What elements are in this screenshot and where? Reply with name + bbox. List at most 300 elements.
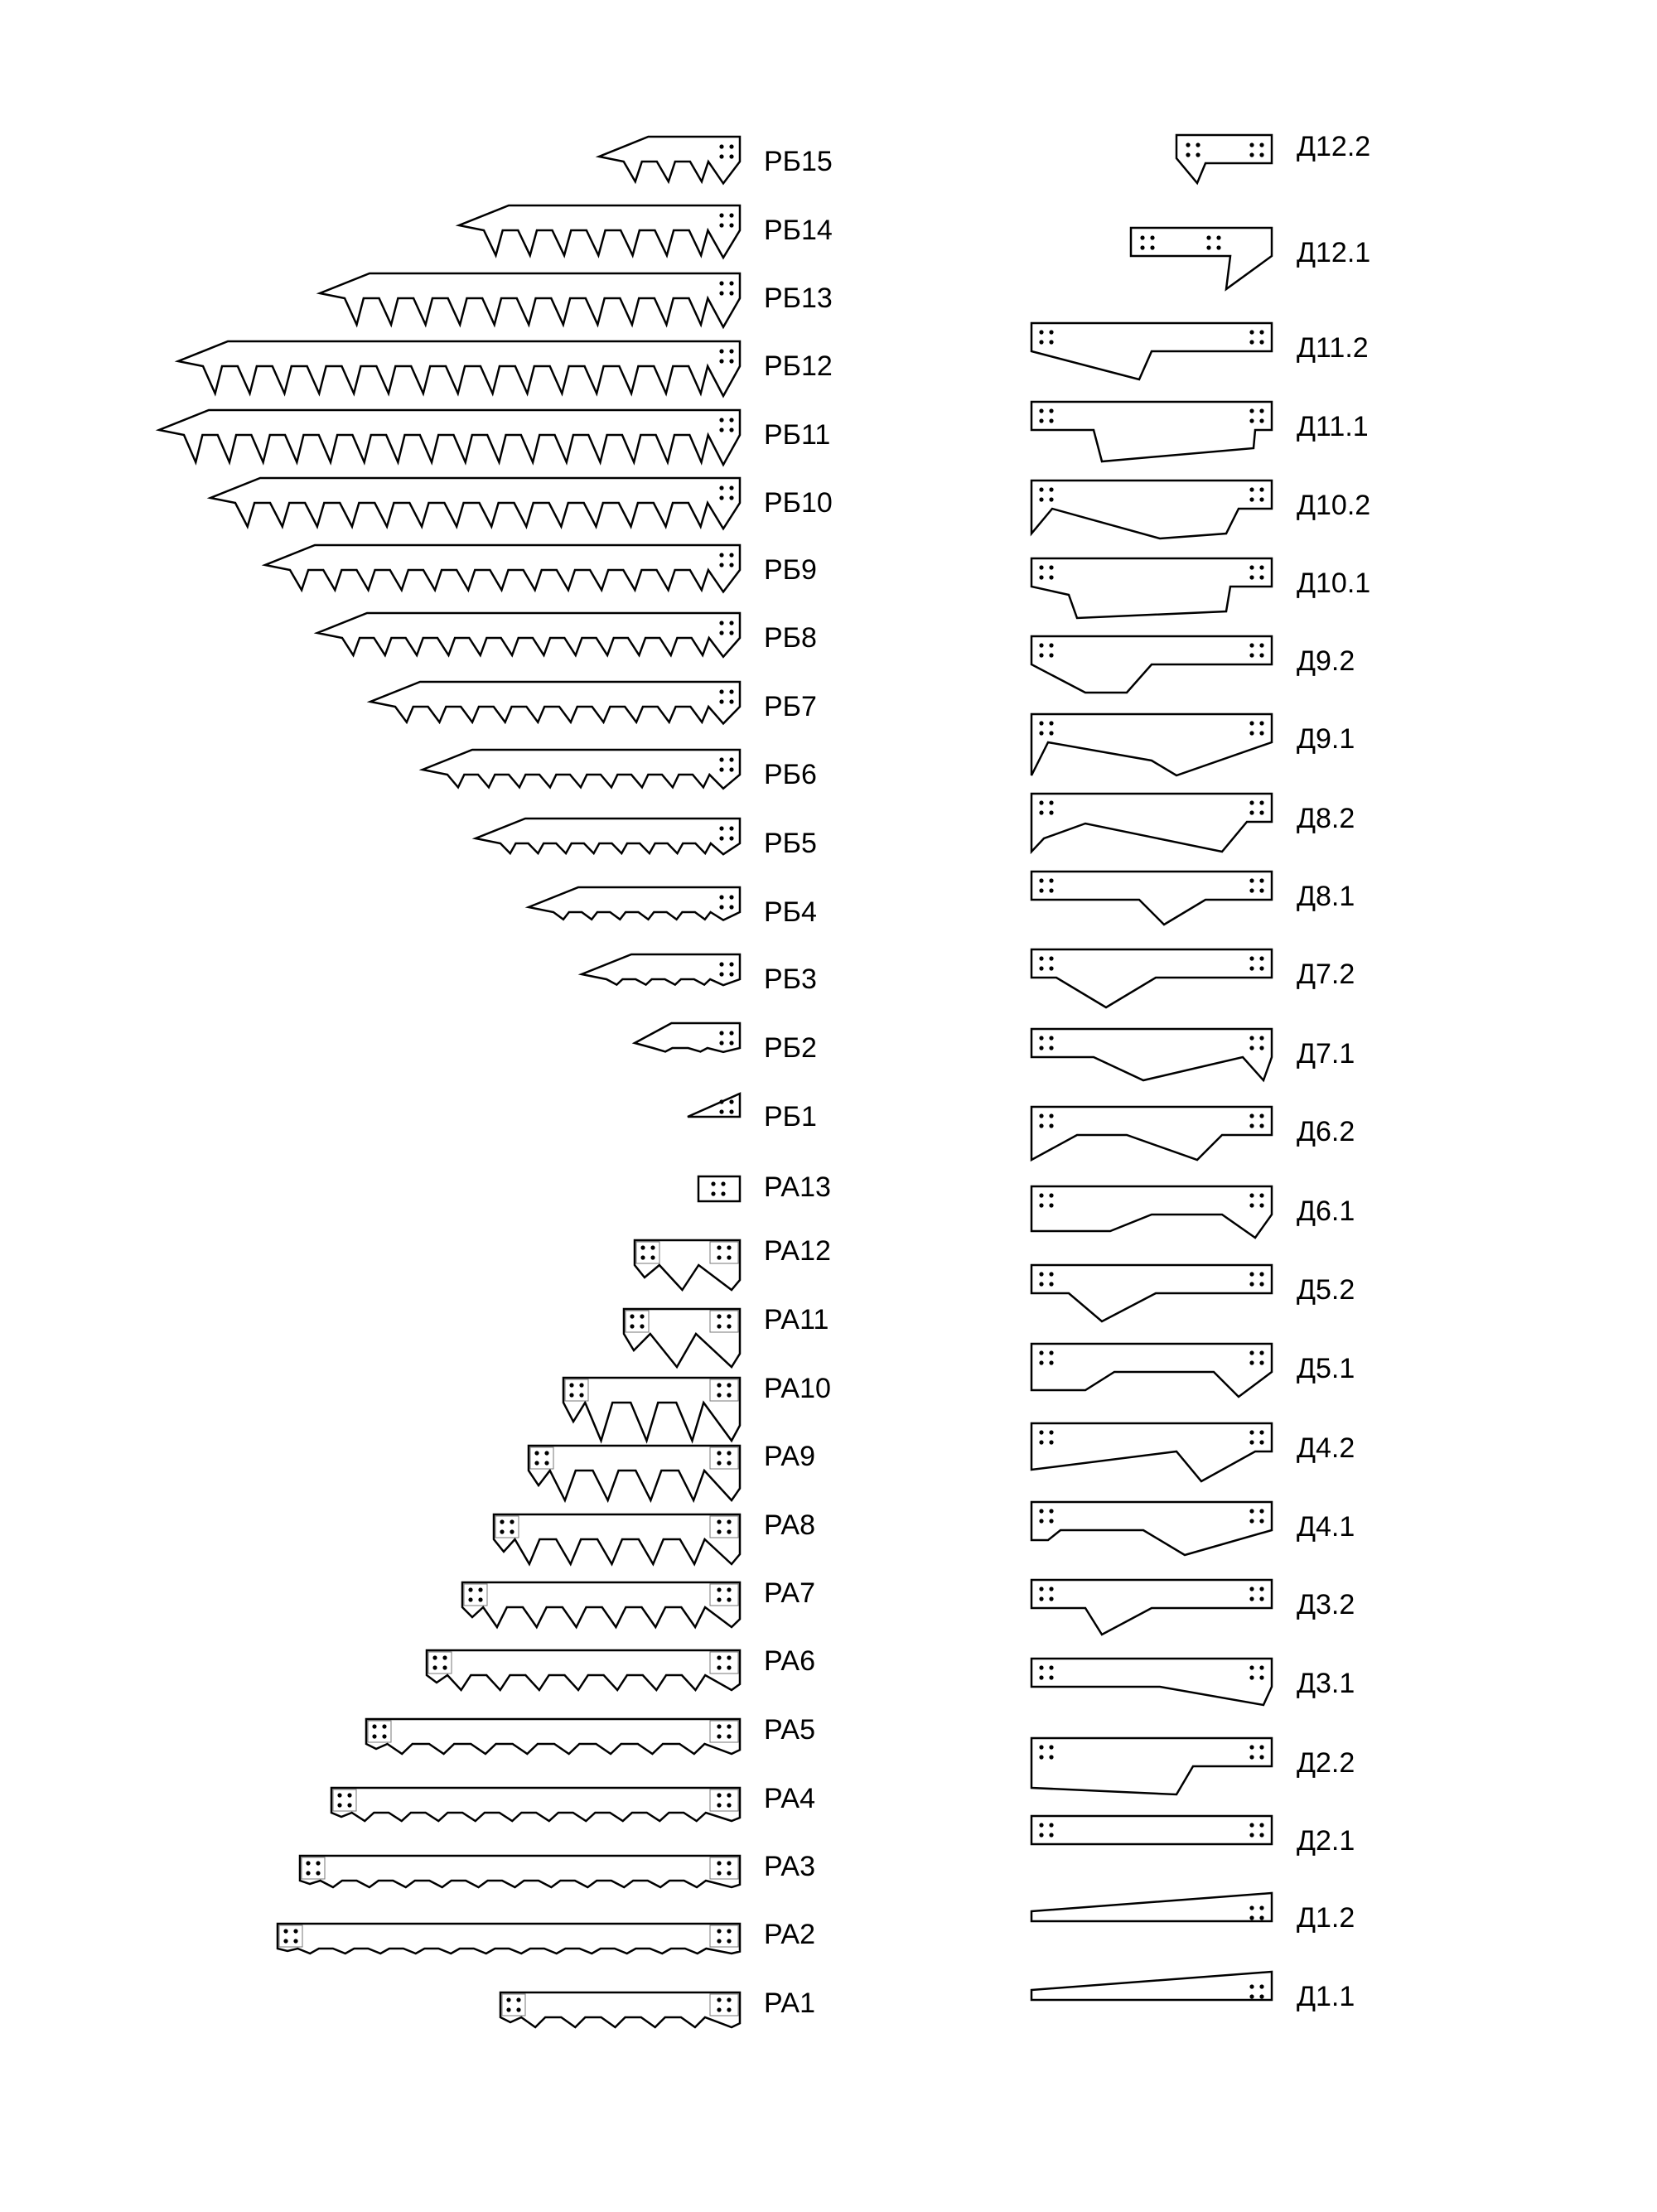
rb-label: РБ5 xyxy=(764,827,817,859)
ra-hole xyxy=(500,1519,504,1524)
d-hole xyxy=(1039,721,1043,725)
d-hole xyxy=(1049,1440,1053,1444)
d-hole xyxy=(1259,142,1263,147)
rb-hole xyxy=(729,223,733,227)
d-outline xyxy=(1031,1972,1272,2000)
rb-part xyxy=(265,545,740,592)
d-label: Д1.2 xyxy=(1297,1901,1355,1934)
d-label: Д12.1 xyxy=(1297,236,1371,268)
labels-layer xyxy=(764,131,1370,2019)
ra-hole xyxy=(640,1255,645,1259)
d-outline xyxy=(1031,1423,1272,1481)
rb-hole xyxy=(719,427,723,432)
d-hole xyxy=(1249,1282,1254,1286)
rb-hole xyxy=(719,826,723,830)
d-outline xyxy=(1031,402,1272,461)
d-hole xyxy=(1249,487,1254,491)
ra-hole xyxy=(721,1191,725,1195)
d-hole xyxy=(1049,956,1053,960)
ra-outline xyxy=(427,1650,740,1690)
rb-label: РБ6 xyxy=(764,758,817,790)
rb-outline xyxy=(423,750,740,789)
ra-end-box xyxy=(626,1311,649,1332)
ra-label: РА4 xyxy=(764,1782,815,1814)
ra-hole xyxy=(717,1597,721,1601)
d-hole xyxy=(1039,888,1043,892)
rb-hole xyxy=(719,418,723,422)
d-hole xyxy=(1259,1509,1263,1513)
d-hole xyxy=(1049,408,1053,413)
d-label: Д4.2 xyxy=(1297,1432,1355,1464)
d-outline xyxy=(1031,1893,1272,1921)
ra-hole xyxy=(516,2007,520,2012)
ra-end-box xyxy=(710,1721,738,1742)
d-hole xyxy=(1259,1665,1263,1669)
d-hole xyxy=(1249,142,1254,147)
d-hole xyxy=(1049,1823,1053,1827)
rb-hole xyxy=(729,689,733,693)
d-hole xyxy=(1259,1046,1263,1050)
d-hole xyxy=(1206,245,1210,249)
ra-outline xyxy=(300,1856,740,1887)
rb-hole xyxy=(719,630,723,635)
ra-hole xyxy=(717,1861,721,1865)
rb-hole xyxy=(719,359,723,363)
d-hole xyxy=(1039,408,1043,413)
ra-hole xyxy=(717,2007,721,2012)
ra-hole xyxy=(569,1393,573,1397)
ra-part xyxy=(500,1992,740,2027)
d-hole xyxy=(1259,1430,1263,1434)
d-label: Д6.1 xyxy=(1297,1195,1355,1227)
ra-hole xyxy=(727,1314,731,1318)
ra-hole xyxy=(337,1793,341,1797)
d-hole xyxy=(1259,1350,1263,1355)
d-hole xyxy=(1259,721,1263,725)
d-outline xyxy=(1176,135,1272,183)
ra-hole xyxy=(727,1393,731,1397)
d-hole xyxy=(1039,1440,1043,1444)
d-hole xyxy=(1259,643,1263,647)
d-hole xyxy=(1049,966,1053,970)
ra-hole xyxy=(727,1383,731,1387)
ra-hole xyxy=(727,1997,731,2002)
rb-part xyxy=(320,273,740,327)
rb-hole xyxy=(729,418,733,422)
d-hole xyxy=(1259,800,1263,804)
d-hole xyxy=(1039,1193,1043,1197)
d-label: Д8.2 xyxy=(1297,802,1355,834)
rb-hole xyxy=(719,144,723,148)
ra-end-box xyxy=(636,1242,659,1263)
d-hole xyxy=(1249,1350,1254,1355)
rb-label: РБ9 xyxy=(764,553,817,586)
ra-hole xyxy=(510,1529,514,1533)
ra-hole xyxy=(372,1724,376,1728)
ra-hole xyxy=(727,1519,731,1524)
d-hole xyxy=(1039,800,1043,804)
ra-part xyxy=(494,1514,740,1564)
ra-label: РА8 xyxy=(764,1509,815,1541)
rb-part xyxy=(178,341,740,396)
ra-label: РА12 xyxy=(764,1234,831,1267)
ra-hole xyxy=(640,1245,645,1249)
d-hole xyxy=(1249,1509,1254,1513)
d-hole xyxy=(1039,1123,1043,1128)
d-hole xyxy=(1249,721,1254,725)
d-hole xyxy=(1259,966,1263,970)
ra-hole xyxy=(468,1587,472,1591)
rb-hole xyxy=(729,213,733,217)
rb-hole xyxy=(729,895,733,899)
ra-end-box xyxy=(710,1447,738,1469)
d-hole xyxy=(1259,1123,1263,1128)
ra-hole xyxy=(711,1181,715,1186)
ra-part xyxy=(462,1582,740,1627)
d-hole xyxy=(1259,1193,1263,1197)
d-hole xyxy=(1249,810,1254,814)
ra-end-box xyxy=(279,1925,302,1947)
d-hole xyxy=(1039,1823,1043,1827)
d-hole xyxy=(1259,1036,1263,1040)
rb-outline xyxy=(459,205,740,258)
ra-hole xyxy=(717,1451,721,1455)
rb-outline xyxy=(476,819,740,854)
rb-hole xyxy=(729,281,733,285)
rb-part xyxy=(476,819,740,854)
d-hole xyxy=(1259,497,1263,501)
rb-part xyxy=(599,137,740,183)
rb-hole xyxy=(729,1041,733,1045)
d-part xyxy=(1031,1502,1272,1555)
d-part xyxy=(1176,135,1272,183)
ra-part xyxy=(300,1856,740,1887)
rb-hole xyxy=(729,767,733,771)
d-hole xyxy=(1259,1675,1263,1679)
ra-hole xyxy=(442,1665,447,1669)
ra-end-box xyxy=(530,1447,553,1469)
d-hole xyxy=(1249,1833,1254,1837)
rb-label: РБ4 xyxy=(764,896,817,928)
d-hole xyxy=(1039,1272,1043,1276)
ra-hole xyxy=(306,1871,310,1875)
rb-outline xyxy=(265,545,740,592)
ra-hole xyxy=(727,1861,731,1865)
ra-hole xyxy=(727,1245,731,1249)
d-hole xyxy=(1049,1123,1053,1128)
ra-hole xyxy=(717,1793,721,1797)
d-outline xyxy=(1031,714,1272,775)
rb-hole xyxy=(719,689,723,693)
rb-label: РБ13 xyxy=(764,282,833,314)
rb-label: РБ14 xyxy=(764,214,833,246)
d-hole xyxy=(1140,235,1144,239)
d-part xyxy=(1031,714,1272,775)
d-label: Д6.2 xyxy=(1297,1115,1355,1147)
d-hole xyxy=(1039,1745,1043,1749)
d-hole xyxy=(1039,497,1043,501)
ra-label: РА13 xyxy=(764,1171,831,1203)
ra-hole xyxy=(717,1255,721,1259)
rb-hole xyxy=(719,1041,723,1045)
ra-hole xyxy=(727,1255,731,1259)
d-hole xyxy=(1039,1509,1043,1513)
d-hole xyxy=(1196,152,1200,157)
ra-hole xyxy=(316,1871,320,1875)
d-hole xyxy=(1039,643,1043,647)
ra-part xyxy=(635,1240,740,1290)
d-hole xyxy=(1249,643,1254,647)
rb-hole xyxy=(729,1031,733,1035)
d-hole xyxy=(1186,142,1190,147)
ra-end-box xyxy=(710,1652,738,1673)
ra-hole xyxy=(717,1803,721,1807)
ra-hole xyxy=(630,1324,634,1328)
ra-label: РА3 xyxy=(764,1850,815,1882)
ra-end-box xyxy=(710,1857,738,1879)
d-hole xyxy=(1249,565,1254,569)
d-hole xyxy=(1049,888,1053,892)
d-hole xyxy=(1049,1509,1053,1513)
d-hole xyxy=(1249,418,1254,423)
ra-hole xyxy=(727,1324,731,1328)
d-outline xyxy=(1031,558,1272,618)
d-part xyxy=(1031,1816,1272,1844)
ra-hole xyxy=(717,1393,721,1397)
rb-hole xyxy=(719,767,723,771)
ra-end-box xyxy=(710,1925,738,1947)
d-hole xyxy=(1249,888,1254,892)
d-hole xyxy=(1259,1745,1263,1749)
d-hole xyxy=(1039,878,1043,882)
rb-label: РБ2 xyxy=(764,1031,817,1064)
ra-hole xyxy=(478,1597,482,1601)
d-label: Д2.1 xyxy=(1297,1824,1355,1857)
d-hole xyxy=(1249,497,1254,501)
d-hole xyxy=(1049,1587,1053,1591)
d-hole xyxy=(1259,653,1263,657)
rb-part xyxy=(317,613,740,657)
d-hole xyxy=(1249,1994,1254,1998)
d-hole xyxy=(1216,245,1220,249)
rb-part xyxy=(159,410,740,465)
d-part xyxy=(1031,949,1272,1007)
ra-hole xyxy=(717,1665,721,1669)
rb-hole xyxy=(719,563,723,567)
rb-part xyxy=(370,682,740,723)
d-hole xyxy=(1249,340,1254,344)
ra-end-box xyxy=(710,1584,738,1606)
d-hole xyxy=(1259,888,1263,892)
rb-hole xyxy=(729,144,733,148)
d-hole xyxy=(1039,575,1043,579)
d-part xyxy=(1031,794,1272,852)
d-hole xyxy=(1206,235,1210,239)
d-outline xyxy=(1031,1816,1272,1844)
d-hole xyxy=(1259,152,1263,157)
d-label: Д12.2 xyxy=(1297,130,1371,162)
ra-hole xyxy=(630,1314,634,1318)
d-hole xyxy=(1039,966,1043,970)
ra-end-box xyxy=(710,1311,738,1332)
d-hole xyxy=(1049,1036,1053,1040)
d-outline xyxy=(1031,872,1272,925)
rb-outline xyxy=(529,887,740,920)
ra-hole xyxy=(534,1451,539,1455)
d-part xyxy=(1031,481,1272,539)
d-hole xyxy=(1249,800,1254,804)
d-hole xyxy=(1049,721,1053,725)
d-part xyxy=(1031,1972,1272,2000)
ra-hole xyxy=(283,1929,287,1933)
d-hole xyxy=(1249,1360,1254,1364)
d-hole xyxy=(1039,1519,1043,1523)
rb-outline xyxy=(599,137,740,183)
d-hole xyxy=(1039,1046,1043,1050)
ra-hole xyxy=(717,1734,721,1738)
ra-hole xyxy=(717,1929,721,1933)
d-hole xyxy=(1049,1193,1053,1197)
rb-hole xyxy=(719,621,723,625)
rb-hole xyxy=(729,154,733,158)
rb-hole xyxy=(729,962,733,966)
d-hole xyxy=(1249,956,1254,960)
d-label: Д8.1 xyxy=(1297,880,1355,912)
ra-outline xyxy=(331,1788,740,1821)
ra-outline xyxy=(494,1514,740,1564)
ra-hole xyxy=(727,1655,731,1659)
ra-part xyxy=(427,1650,740,1690)
d-hole xyxy=(1140,245,1144,249)
ra-hole xyxy=(717,1519,721,1524)
rb-outline xyxy=(317,613,740,657)
d-part xyxy=(1031,1893,1272,1921)
ra-hole xyxy=(579,1383,583,1387)
ra-hole xyxy=(721,1181,725,1186)
d-label: Д7.1 xyxy=(1297,1037,1355,1070)
d-part xyxy=(1031,1423,1272,1481)
rb-hole xyxy=(729,553,733,557)
ra-hole xyxy=(717,1871,721,1875)
rb-label: РБ7 xyxy=(764,690,817,722)
d-outline xyxy=(1031,636,1272,693)
d-hole xyxy=(1259,956,1263,960)
d-hole xyxy=(1249,1915,1254,1920)
ra-label: РА6 xyxy=(764,1645,815,1677)
d-outline xyxy=(1031,1029,1272,1080)
d-hole xyxy=(1039,1203,1043,1207)
d-hole xyxy=(1259,1519,1263,1523)
ra-hole xyxy=(727,1803,731,1807)
d-hole xyxy=(1259,810,1263,814)
d-hole xyxy=(1249,1665,1254,1669)
d-outline xyxy=(1031,1580,1272,1635)
ra-outline xyxy=(278,1924,740,1954)
rb-hole xyxy=(719,281,723,285)
ra-hole xyxy=(727,1724,731,1728)
rb-hole xyxy=(719,972,723,976)
ra-hole xyxy=(717,1997,721,2002)
d-hole xyxy=(1249,966,1254,970)
ra-label: РА5 xyxy=(764,1713,815,1746)
ra-hole xyxy=(717,1461,721,1465)
rb-hole xyxy=(719,291,723,295)
ra-hole xyxy=(650,1245,655,1249)
d-label: Д7.2 xyxy=(1297,958,1355,990)
ra-label: РА10 xyxy=(764,1372,831,1404)
rb-label: РБ10 xyxy=(764,486,833,519)
d-part xyxy=(1031,402,1272,461)
d-hole xyxy=(1039,1113,1043,1118)
ra-hole xyxy=(544,1461,548,1465)
ra-part xyxy=(563,1378,740,1441)
d-hole xyxy=(1249,1440,1254,1444)
d-hole xyxy=(1049,653,1053,657)
d-label: Д11.1 xyxy=(1297,410,1369,442)
rb-outline xyxy=(210,478,740,529)
ra-hole xyxy=(727,1529,731,1533)
rb-hole xyxy=(719,495,723,500)
d-part xyxy=(1031,558,1272,618)
ra-part xyxy=(698,1176,740,1201)
rb-hole xyxy=(719,1099,723,1104)
d-hole xyxy=(1049,1745,1053,1749)
d-part xyxy=(1031,1029,1272,1080)
ra-outline xyxy=(500,1992,740,2027)
d-hole xyxy=(1249,575,1254,579)
d-hole xyxy=(1049,330,1053,334)
d-hole xyxy=(1049,731,1053,735)
d-hole xyxy=(1049,878,1053,882)
ra-hole xyxy=(717,1245,721,1249)
d-hole xyxy=(1259,1360,1263,1364)
rb-outline xyxy=(582,954,740,985)
d-hole xyxy=(1249,1745,1254,1749)
d-hole xyxy=(1249,1755,1254,1759)
ra-label: РА9 xyxy=(764,1440,815,1472)
d-hole xyxy=(1039,956,1043,960)
d-hole xyxy=(1259,1272,1263,1276)
rb-outline xyxy=(178,341,740,396)
rb-hole xyxy=(729,699,733,703)
ra-hole xyxy=(306,1861,310,1865)
ra-hole xyxy=(544,1451,548,1455)
d-hole xyxy=(1249,1675,1254,1679)
ra-label: РА11 xyxy=(764,1303,829,1335)
rb-part xyxy=(635,1023,740,1052)
d-hole xyxy=(1249,1519,1254,1523)
d-part xyxy=(1031,1186,1272,1238)
ra-end-box xyxy=(302,1857,325,1879)
d-hole xyxy=(1049,1596,1053,1601)
ra-hole xyxy=(316,1861,320,1865)
ra-hole xyxy=(727,1665,731,1669)
d-hole xyxy=(1259,1984,1263,1988)
d-hole xyxy=(1039,810,1043,814)
d-hole xyxy=(1259,408,1263,413)
d-hole xyxy=(1039,340,1043,344)
d-hole xyxy=(1049,1113,1053,1118)
rb-hole xyxy=(729,757,733,761)
d-hole xyxy=(1249,1046,1254,1050)
d-hole xyxy=(1249,1905,1254,1910)
ra-hole xyxy=(347,1793,351,1797)
d-hole xyxy=(1039,418,1043,423)
ra-outline xyxy=(698,1176,740,1201)
ra-outline xyxy=(529,1446,740,1500)
rb-hole xyxy=(729,495,733,500)
ra-end-box xyxy=(710,1516,738,1538)
